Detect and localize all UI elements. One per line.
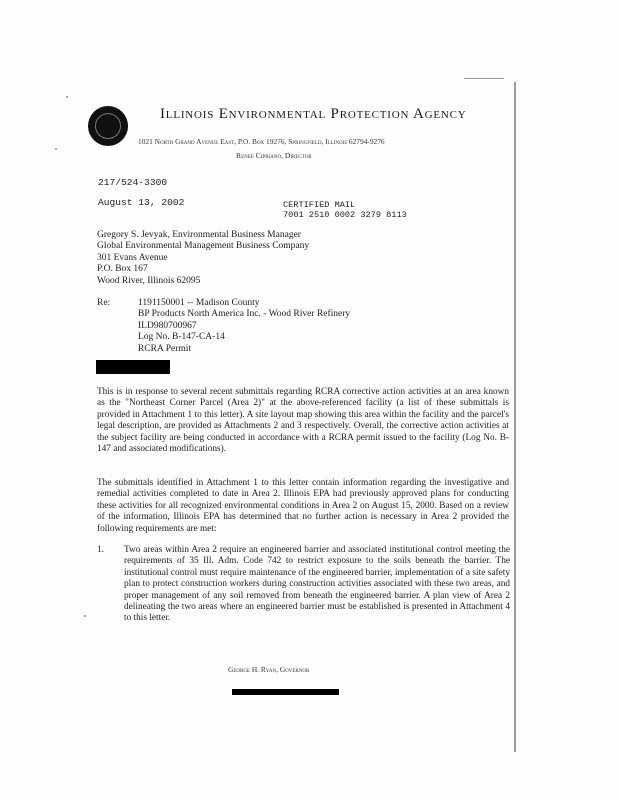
subject-line: Log No. B-147-CA-14 (138, 332, 225, 343)
phone-number: 217/524-3300 (98, 177, 168, 188)
recipient-line: Gregory S. Jevyak, Environmental Business Manager (97, 230, 301, 240)
list-item-number: 1. (97, 545, 104, 555)
subject-line: ILD980700967 (138, 320, 197, 331)
agency-director: Renee Cipriano, Director (236, 151, 312, 160)
redaction-bar (232, 689, 339, 695)
certified-number: 7001 2510 0002 3279 8113 (283, 210, 407, 220)
list-item-text: Two areas within Area 2 require an engineered barrier and associated institutional control meeting the requirements of 35 Ill. Adm. Code 742 to restrict exposure to the soils beneath the barrier. The institutional control must require maintenance of the engineered barrier, implementation of a site safety plan to protect construction workers during construction activities associated with these two areas, and proper management of any soil removed from beneath the engineered barrier. A plan view of Area 2 delineating the two areas where an engineered barrier must be established is presented in Attachment 4 to this letter. (124, 545, 510, 624)
seal-ring (95, 113, 121, 139)
recipient-address (97, 230, 309, 287)
subject-block (138, 298, 350, 355)
subject-line: 1191150001 -- Madison County (138, 298, 260, 308)
recipient-line: Wood River, Illinois 62095 (97, 275, 201, 286)
certified-label: CERTIFIED MAIL (283, 200, 356, 210)
recipient-line: Global Environmental Management Business Company (97, 241, 310, 252)
footer-governor: George H. Ryan, Governor (228, 665, 310, 674)
subject-line: RCRA Permit (138, 343, 192, 354)
letter-date: August 13, 2002 (98, 197, 185, 208)
agency-address: 1021 North Grand Avenue East, P.O. Box 19276, Springfield, Illinois 62794-9276 (138, 137, 385, 146)
recipient-line: 301 Evans Avenue (97, 252, 168, 263)
body-paragraph-1: This is in response to several recent submittals regarding RCRA corrective action activities at an area known as the "Northeast Corner Parcel (Area 2)" at the above-referenced facility (a list of these submittals is provided in Attachment 1 to this letter). A site layout map showing this area within the facility and the parcel's legal description, are provided as Attachments 2 and 3 respectively. Overall, the corrective action activities at the subject facility are being conducted in accordance with a RCRA permit issued to the facility (Log No. B-147 and associated modifications). (97, 387, 509, 455)
agency-name: Illinois Environmental Protection Agency (160, 106, 467, 122)
body-paragraph-2: The submittals identified in Attachment 1 to this letter contain information regarding the investigative and remedial activities completed to date in Area 2. Illinois EPA had previously approved plans for conducting these activities for all recognized environmental conditions in Area 2 on August 15, 2000. Based on a review of the information, Illinois EPA has determined that no further action is necessary in Area 2 provided the following requirements are met: (97, 478, 509, 534)
scan-speck (55, 148, 57, 150)
scan-speck (84, 615, 86, 617)
re-label: Re: (97, 298, 111, 308)
recipient-line: P.O. Box 167 (97, 264, 148, 275)
scan-speck (66, 96, 68, 98)
subject-line: BP Products North America Inc. - Wood River Refinery (138, 309, 351, 320)
agency-seal-logo (88, 106, 128, 146)
redacted-salutation (96, 360, 170, 374)
scan-edge-line (514, 82, 516, 752)
scan-mark (464, 78, 504, 79)
certified-mail-block (283, 200, 407, 220)
